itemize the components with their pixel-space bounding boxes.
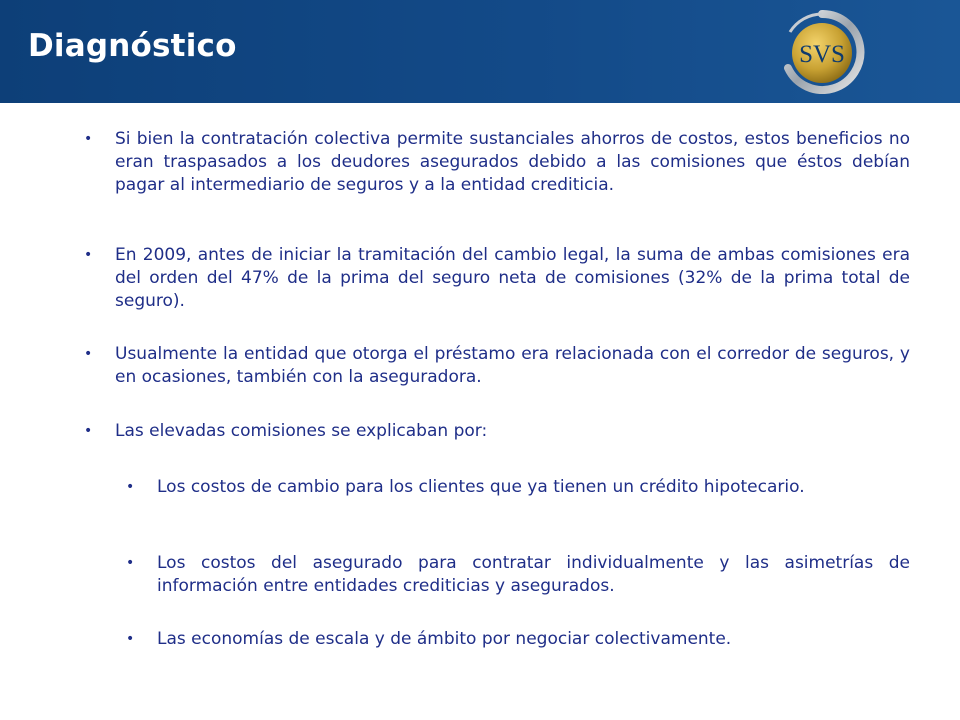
bullet-dot: • xyxy=(126,479,135,495)
header-bar xyxy=(0,0,960,103)
bullet-dot: • xyxy=(84,247,93,263)
sub-bullet-item xyxy=(126,476,910,499)
bullet-item xyxy=(84,128,910,197)
svs-logo xyxy=(778,10,866,94)
bullet-text: Si bien la contratación colectiva permite sustanciales ahorros de costos, estos beneficios no eran traspasados a los deudores asegurados debido a las comisiones que éstos debían pagar al intermediario de seguros y a la entidad crediticia. xyxy=(115,129,910,195)
page-title: Diagnóstico xyxy=(28,28,237,64)
bullet-text: Las elevadas comisiones se explicaban por: xyxy=(115,421,488,441)
bullet-item xyxy=(84,343,910,389)
bullet-text: Las economías de escala y de ámbito por negociar colectivamente. xyxy=(157,629,732,649)
bullet-item xyxy=(84,420,910,443)
sub-bullet-item xyxy=(126,628,910,651)
bullet-dot: • xyxy=(84,131,93,147)
bullet-dot: • xyxy=(126,555,135,571)
bullet-dot: • xyxy=(84,423,93,439)
bullet-dot: • xyxy=(126,631,135,647)
bullet-text: Los costos del asegurado para contratar individualmente y las asimetrías de información entre entidades crediticias y asegurados. xyxy=(157,553,910,596)
bullet-text: Usualmente la entidad que otorga el préstamo era relacionada con el corredor de seguros, y en ocasiones, también con la aseguradora. xyxy=(115,344,910,387)
bullet-text: Los costos de cambio para los clientes que ya tienen un crédito hipotecario. xyxy=(157,477,805,497)
sub-bullet-item xyxy=(126,552,910,598)
svg-text:SVS: SVS xyxy=(799,41,845,68)
bullet-item xyxy=(84,244,910,313)
bullet-text: En 2009, antes de iniciar la tramitación del cambio legal, la suma de ambas comisiones era del orden del 47% de la prima del seguro neta de comisiones (32% de la prima total de seguro). xyxy=(115,245,910,311)
bullet-dot: • xyxy=(84,346,93,362)
